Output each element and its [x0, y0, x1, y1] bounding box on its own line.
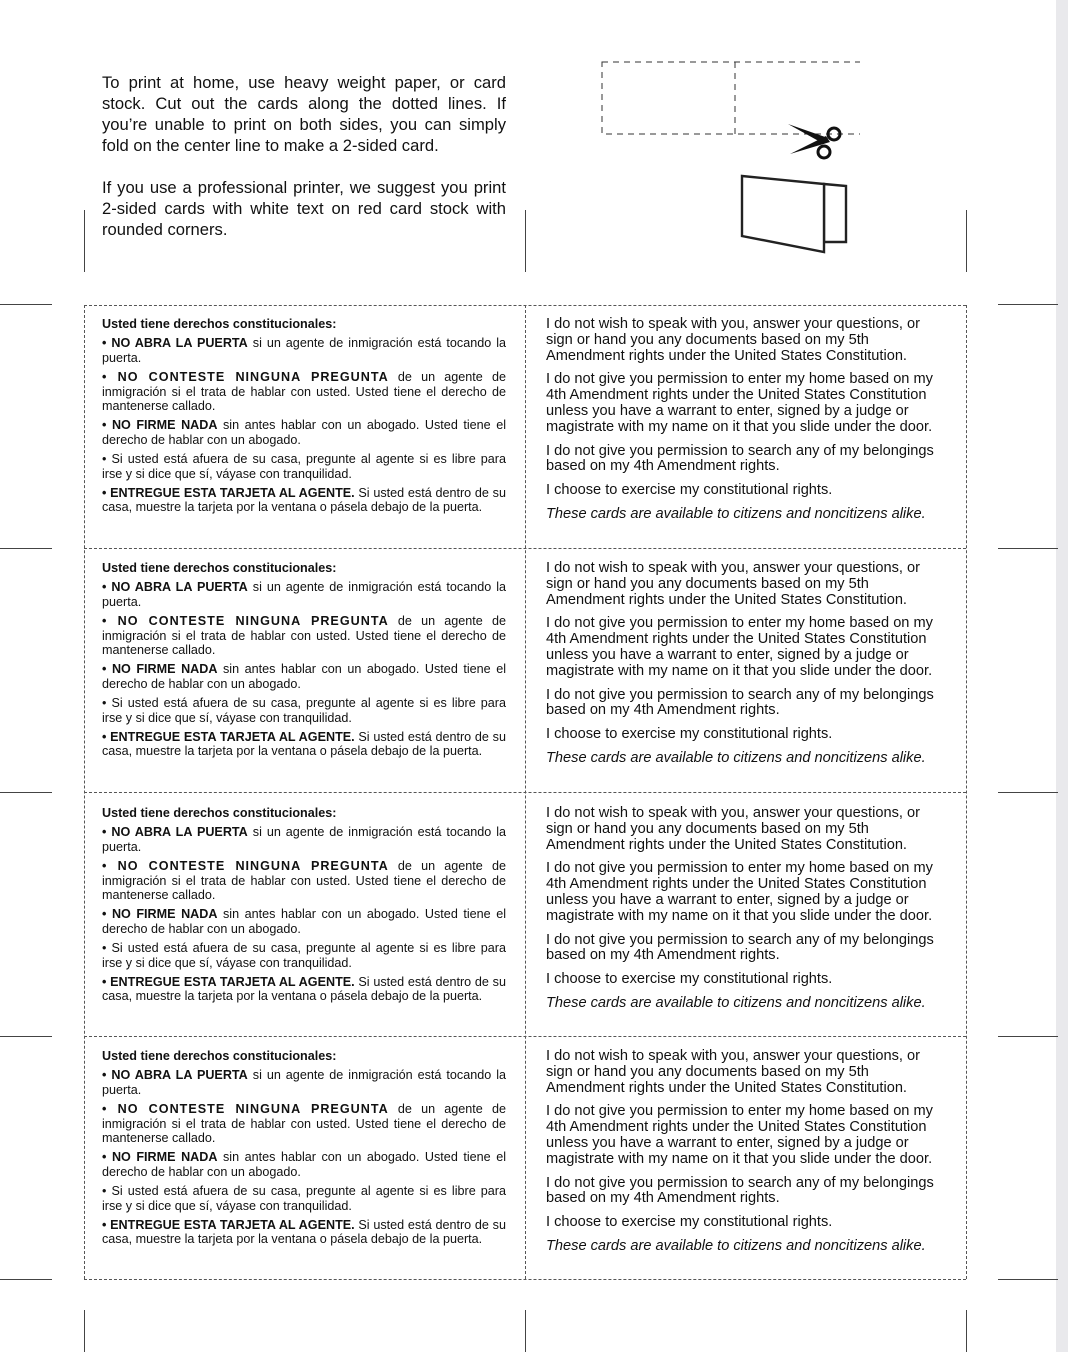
rights-item-3: • NO FIRME NADA sin antes hablar con un abogado. Usted tiene el derecho de hablar con un abogado.	[102, 418, 506, 447]
professional-print-instructions: If you use a professional printer, we suggest you print 2-sided cards with white text on red card stock with rounded corners.	[102, 178, 506, 239]
spanish-card-side	[102, 806, 506, 1009]
fold-mark	[84, 1310, 85, 1352]
rights-item-4: • Si usted está afuera de su casa, pregunte al agente si es libre para irse y si dice que sí, váyase con tranquilidad.	[102, 696, 506, 725]
fifth-amendment-statement: I do not wish to speak with you, answer your questions, or sign or hand you any documents based on my 5th Amendment rights under the United States Constitution.	[546, 805, 920, 853]
fold-mark	[966, 210, 967, 272]
fold-mark	[84, 210, 85, 272]
fourth-amendment-search-statement: I do not give you permission to search any of my belongings based on my 4th Amendment rights.	[546, 1174, 934, 1207]
spanish-card-side	[102, 317, 506, 520]
cut-and-fold-illustration	[600, 56, 860, 256]
cut-mark	[998, 1036, 1058, 1037]
page-edge	[1056, 0, 1068, 1352]
rights-item-1: • NO ABRA LA PUERTA si un agente de inmigración está tocando la puerta.	[102, 580, 506, 609]
fourth-amendment-home-statement: I do not give you permission to enter my home based on my 4th Amendment rights under the United States Constitution unless you have a warrant to enter, signed by a judge or magistrate with my name on it that you slide under the door.	[546, 860, 933, 924]
availability-note: These cards are available to citizens and noncitizens alike.	[546, 1237, 926, 1254]
english-card-side	[546, 806, 948, 1020]
cut-mark	[0, 548, 52, 549]
cut-mark	[0, 1036, 52, 1037]
rights-item-5: • ENTREGUE ESTA TARJETA AL AGENTE. Si usted está dentro de su casa, muestre la tarjeta por la ventana o pásela debajo de la puerta.	[102, 975, 506, 1004]
cut-line	[84, 305, 85, 1279]
fifth-amendment-statement: I do not wish to speak with you, answer your questions, or sign or hand you any documents based on my 5th Amendment rights under the United States Constitution.	[546, 560, 920, 608]
fourth-amendment-search-statement: I do not give you permission to search any of my belongings based on my 4th Amendment rights.	[546, 931, 934, 964]
rights-item-1: • NO ABRA LA PUERTA si un agente de inmigración está tocando la puerta.	[102, 825, 506, 854]
rights-item-4: • Si usted está afuera de su casa, pregunte al agente si es libre para irse y si dice que sí, váyase con tranquilidad.	[102, 1184, 506, 1213]
rights-item-2: • NO CONTESTE NINGUNA PREGUNTA de un agente de inmigración si el trata de hablar con usted. Usted tiene el derecho de mantenerse callado.	[102, 370, 507, 414]
fourth-amendment-search-statement: I do not give you permission to search any of my belongings based on my 4th Amendment rights.	[546, 686, 934, 719]
dotted-card-outline	[602, 62, 860, 134]
print-instructions	[102, 72, 506, 261]
english-card-side	[546, 1049, 948, 1263]
spanish-card-side	[102, 1049, 506, 1252]
cut-mark	[998, 792, 1058, 793]
cut-line	[966, 305, 967, 1279]
cut-mark	[998, 304, 1058, 305]
home-print-instructions: To print at home, use heavy weight paper, or card stock. Cut out the cards along the dotted lines. If you’re unable to print on both sides, you can simply fold on the center line to make a 2-sided card.	[102, 73, 506, 155]
cut-mark	[0, 1279, 52, 1280]
fourth-amendment-search-statement: I do not give you permission to search any of my belongings based on my 4th Amendment rights.	[546, 442, 934, 475]
fourth-amendment-home-statement: I do not give you permission to enter my home based on my 4th Amendment rights under the United States Constitution unless you have a warrant to enter, signed by a judge or magistrate with my name on it that you slide under the door.	[546, 1103, 933, 1167]
fifth-amendment-statement: I do not wish to speak with you, answer your questions, or sign or hand you any documents based on my 5th Amendment rights under the United States Constitution.	[546, 316, 920, 364]
fourth-amendment-home-statement: I do not give you permission to enter my home based on my 4th Amendment rights under the United States Constitution unless you have a warrant to enter, signed by a judge or magistrate with my name on it that you slide under the door.	[546, 371, 933, 435]
fold-mark	[525, 1310, 526, 1352]
availability-note: These cards are available to citizens and noncitizens alike.	[546, 749, 926, 766]
rights-item-4: • Si usted está afuera de su casa, pregunte al agente si es libre para irse y si dice que sí, váyase con tranquilidad.	[102, 941, 506, 970]
rights-item-3: • NO FIRME NADA sin antes hablar con un abogado. Usted tiene el derecho de hablar con un abogado.	[102, 1150, 506, 1179]
cut-mark	[0, 304, 52, 305]
exercise-rights-statement: I choose to exercise my constitutional rights.	[546, 1214, 833, 1231]
exercise-rights-statement: I choose to exercise my constitutional rights.	[546, 726, 833, 743]
fold-mark	[525, 210, 526, 272]
english-card-side	[546, 561, 948, 775]
rights-heading: Usted tiene derechos constitucionales:	[102, 806, 337, 820]
spanish-card-side	[102, 561, 506, 764]
cut-line	[84, 1279, 966, 1280]
center-fold-line	[525, 305, 526, 1279]
rights-item-2: • NO CONTESTE NINGUNA PREGUNTA de un agente de inmigración si el trata de hablar con usted. Usted tiene el derecho de mantenerse callado.	[102, 614, 507, 658]
rights-item-4: • Si usted está afuera de su casa, pregunte al agente si es libre para irse y si dice que sí, váyase con tranquilidad.	[102, 452, 506, 481]
rights-heading: Usted tiene derechos constitucionales:	[102, 1049, 337, 1063]
cut-mark	[0, 792, 52, 793]
cut-mark	[998, 1279, 1058, 1280]
rights-item-5: • ENTREGUE ESTA TARJETA AL AGENTE. Si usted está dentro de su casa, muestre la tarjeta por la ventana o pásela debajo de la puerta.	[102, 1218, 506, 1247]
folded-card-icon	[742, 176, 846, 252]
rights-item-2: • NO CONTESTE NINGUNA PREGUNTA de un agente de inmigración si el trata de hablar con usted. Usted tiene el derecho de mantenerse callado.	[102, 859, 507, 903]
fourth-amendment-home-statement: I do not give you permission to enter my home based on my 4th Amendment rights under the United States Constitution unless you have a warrant to enter, signed by a judge or magistrate with my name on it that you slide under the door.	[546, 615, 933, 679]
rights-heading: Usted tiene derechos constitucionales:	[102, 561, 337, 575]
availability-note: These cards are available to citizens and noncitizens alike.	[546, 505, 926, 522]
rights-item-5: • ENTREGUE ESTA TARJETA AL AGENTE. Si usted está dentro de su casa, muestre la tarjeta por la ventana o pásela debajo de la puerta.	[102, 486, 506, 515]
rights-item-1: • NO ABRA LA PUERTA si un agente de inmigración está tocando la puerta.	[102, 336, 506, 365]
rights-item-1: • NO ABRA LA PUERTA si un agente de inmigración está tocando la puerta.	[102, 1068, 506, 1097]
scissors-icon	[788, 124, 840, 158]
exercise-rights-statement: I choose to exercise my constitutional rights.	[546, 482, 833, 499]
exercise-rights-statement: I choose to exercise my constitutional rights.	[546, 971, 833, 988]
rights-heading: Usted tiene derechos constitucionales:	[102, 317, 337, 331]
rights-item-5: • ENTREGUE ESTA TARJETA AL AGENTE. Si usted está dentro de su casa, muestre la tarjeta por la ventana o pásela debajo de la puerta.	[102, 730, 506, 759]
rights-item-3: • NO FIRME NADA sin antes hablar con un abogado. Usted tiene el derecho de hablar con un abogado.	[102, 907, 506, 936]
fifth-amendment-statement: I do not wish to speak with you, answer your questions, or sign or hand you any documents based on my 5th Amendment rights under the United States Constitution.	[546, 1048, 920, 1096]
rights-item-3: • NO FIRME NADA sin antes hablar con un abogado. Usted tiene el derecho de hablar con un abogado.	[102, 662, 506, 691]
availability-note: These cards are available to citizens and noncitizens alike.	[546, 994, 926, 1011]
cut-mark	[998, 548, 1058, 549]
fold-mark	[966, 1310, 967, 1352]
english-card-side	[546, 317, 948, 531]
rights-item-2: • NO CONTESTE NINGUNA PREGUNTA de un agente de inmigración si el trata de hablar con usted. Usted tiene el derecho de mantenerse callado.	[102, 1102, 507, 1146]
